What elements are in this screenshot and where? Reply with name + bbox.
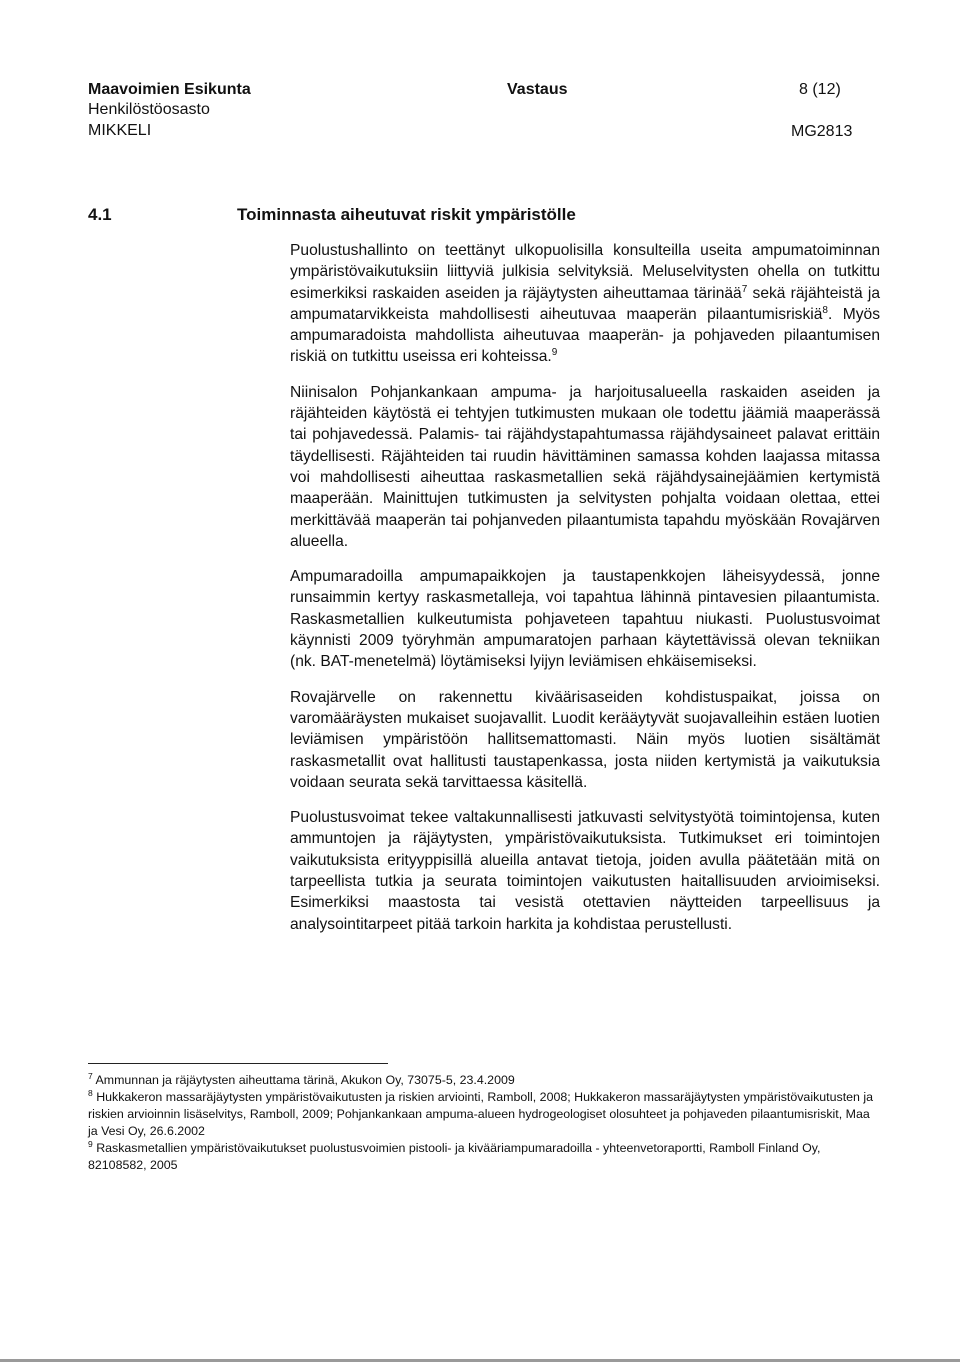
paragraph-5: Puolustusvoimat tekee valtakunnallisesti jatkuvasti selvitystyötä toimintojensa, kuten ammuntojen ja räjäytysten, ympäristövaikutuksista. Tutkimukset eri toimintojen vaikutuksista erityyppisillä alueilla antavat tietoja, joiden avulla päätetään mitä on tarpeellista tutkia ja seurata toimintojen vaikutusten haitallisuuden arvioimiseksi. Esimerkiksi maastosta tai vesistä otettavien näytteiden tarpeellisuus ja analysointitarpeet pitää tarkoin harkita ja kohdistaa perustellusti. [290,809,880,933]
footnote-number: 8 [88,1087,93,1098]
footnote-number: 9 [88,1138,93,1149]
paragraph-1-part-3: . Myös ampumaradoista mahdollista aiheutuvaa maaperän- ja pohjaveden pilaantumisen riskiä on tutkittu useissa eri kohteissa. [290,305,880,366]
paragraph-4: Rovajärvelle on rakennettu kiväärisaseiden kohdistuspaikat, joissa on varomääräysten mukaiset suojavallit. Luodit kerääytyvät suojavalleihin estäen luotien leviämisen ympäristöön hallitsemattomasti. Näin myös luotien sisältämät raskasmetallit ovat hallitusti taustapenkassa, josta niiden kertymistä ja vaikutuksia voidaan seurata sekä tarvittaessa käsitellä. [290,688,880,791]
paragraph-1 [290,240,880,368]
footnote-text: Raskasmetallien ympäristövaikutukset puolustusvoimien pistooli- ja kivääriampumaradoilla - yhteenvetoraportti, Ramboll Finland Oy, 82108582, 2005 [88,1141,821,1172]
header-dept: Henkilöstöosasto [88,101,210,118]
body-text [290,240,880,935]
header-city: MIKKELI [88,122,152,139]
footnote-ref-8[interactable]: 8 [822,304,828,316]
footnote-7 [88,1072,874,1089]
footnote-text: Hukkakeron massaräjäytysten ympäristövaikutusten ja riskien arviointi, Ramboll, 2008; Hukkakeron massaräjäytysten ympäristövaikutusten ja riskien arvioinnin lisäselvitys, Ramboll, 2009; Pohjankankaan ampuma-alueen hydrogeologiset olosuhteet ja pohjaveden pilaantumisriskit, Maa ja Vesi Oy, 26.6.2002 [88,1090,874,1138]
scan-edge-line [0,1359,960,1362]
footnote-ref-7[interactable]: 7 [741,283,748,295]
header-doc-type: Vastaus [507,81,568,98]
header-org: Maavoimien Esikunta [88,81,251,98]
footnote-9 [88,1140,874,1174]
section-title: Toiminnasta aiheutuvat riskit ympäristölle [237,205,576,224]
footnote-8 [88,1089,874,1140]
footnote-number: 7 [88,1070,93,1081]
footnote-text: Ammunnan ja räjäytysten aiheuttama tärinä, Akukon Oy, 73075-5, 23.4.2009 [95,1073,515,1087]
footnote-ref-9[interactable]: 9 [551,347,558,359]
footnote-separator [88,1063,388,1064]
paragraph-2: Niinisalon Pohjankankaan ampuma- ja harjoitusalueella raskaiden aseiden ja räjähteiden käytöstä ei tehtyjen tutkimusten mukaan ole todettu jäämiä maaperässä tai pohjavedessä. Palamis- tai räjähdystapahtumassa räjähdysaineet palavat erittäin täydellisesti. Räjähteiden tai ruudin hävittäminen samassa kohden laajassa mitassa voi mahdollisesti aiheuttaa raskasmetallien sekä räjähdysainejäämien kertymistä maaperään. Mainittujen tutkimusten ja selvitysten pohjalta voidaan olettaa, ettei merkittävää maaperän tai pohjanveden pilaantumista tapahdu myöskään Rovajärven alueella. [290,383,880,550]
header-reference: MG2813 [791,123,853,140]
header-page-number: 8 (12) [799,81,841,98]
section-number: 4.1 [88,205,112,224]
paragraph-3: Ampumaradoilla ampumapaikkojen ja taustapenkkojen läheisyydessä, jonne runsaimmin kertyy raskasmetalleja, voi tapahtua lähinnä pintavesien pilaantumista. Raskasmetallien kulkeutumista pohjaveteen tapahtuu niukasti. Puolustusvoimat käynnisti 2009 työryhmän ampumaratojen parhaan käytettävissä olevan tekniikan (nk. BAT-menetelmä) löytämiseksi lyijyn leviämisen ehkäisemiseksi. [290,568,880,671]
footnotes [88,1072,874,1174]
paragraph-1-part-2: sekä räjähteistä ja ampumatarvikkeista mahdollisesti aiheutuvaa maaperän pilaantumisriskiä [290,284,880,323]
paragraph-1-part-1: Puolustushallinto on teettänyt ulkopuolisilla konsulteilla useita ampumatoiminnan ympäristövaikutuksiin liittyviä julkisia selvityksiä. Meluselvitysten ohella on tutkittu esimerkiksi raskaiden aseiden ja räjäytysten aiheuttamaa tärinää [290,242,880,302]
